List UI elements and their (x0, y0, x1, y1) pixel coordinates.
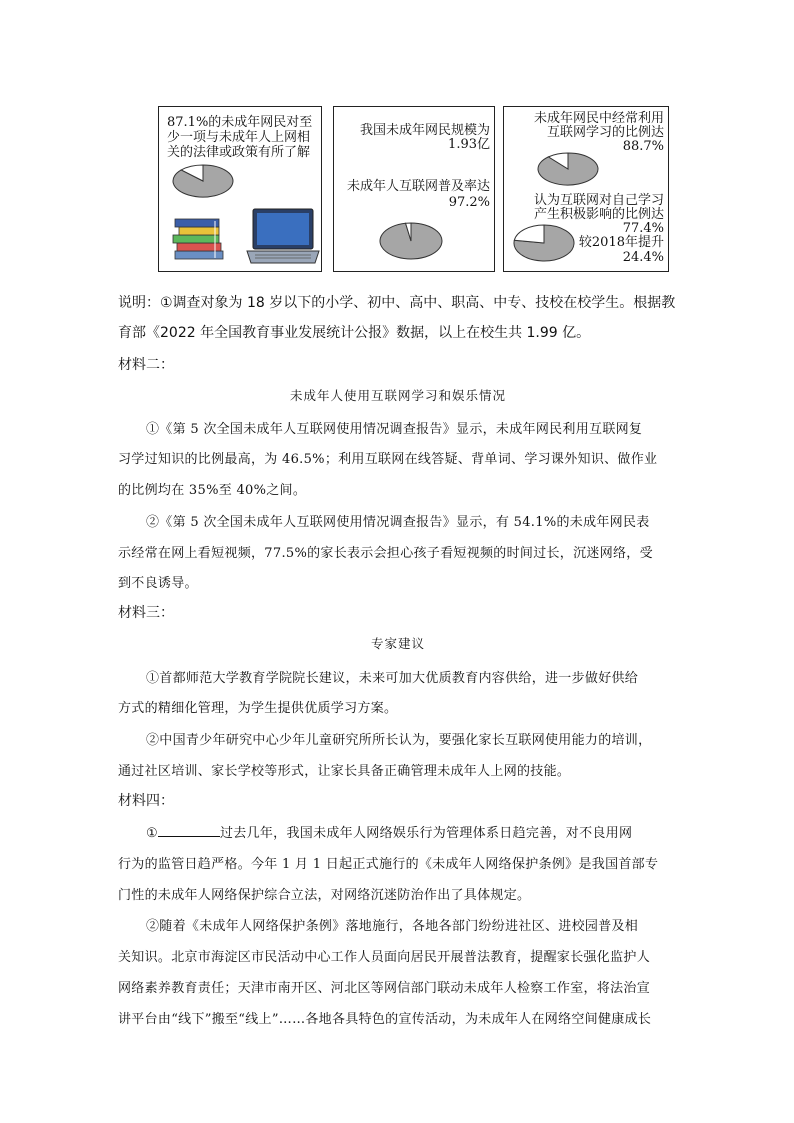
panel-text-line: 未成年人互联网普及率达 (346, 179, 490, 194)
panel-text-line: 87.1%的未成年网民对至 (167, 115, 313, 130)
panel-text-line: 关的法律或政策有所了解 (167, 145, 311, 160)
paragraph-line: 到不良诱导。 (118, 576, 198, 591)
paragraph-line: 行为的监管日趋严格。今年 1 月 1 日起正式施行的《未成年人网络保护条例》是我国首部专 (118, 857, 659, 872)
panel-text-line: 77.4% (622, 221, 664, 236)
panel-text-line: 较2018年提升 (578, 235, 664, 250)
paragraph-line: ①《第 5 次全国未成年人互联网使用情况调查报告》显示，未成年网民利用互联网复 (146, 422, 643, 437)
paragraph-line: 示经常在网上看短视频，77.5%的家长表示会担心孩子看短视频的时间过长，沉迷网络，受 (118, 546, 653, 561)
panel-text-line: 少一项与未成年人上网相 (167, 130, 311, 145)
pie-chart-learning (536, 151, 600, 187)
panel-text-line: 未成年网民中经常利用 (533, 111, 664, 126)
material-2-heading: 未成年人使用互联网学习和娱乐情况 (289, 388, 506, 403)
paragraph-line: ①首都师范大学教育学院院长建议，未来可加大优质教育内容供给，进一步做好供给 (146, 671, 639, 686)
fill-in-blank[interactable] (158, 824, 220, 837)
paragraph-line: ②《第 5 次全国未成年人互联网使用情况调查报告》显示，有 54.1%的未成年网民表 (146, 515, 650, 530)
books-icon (171, 213, 231, 263)
paragraph-line: 门性的未成年人网络保护综合立法，对网络沉迷防治作出了具体规定。 (118, 888, 531, 903)
paragraph-line: ②中国青少年研究中心少年儿童研究所所长认为，要强化家长互联网使用能力的培训， (146, 733, 652, 748)
material-3-heading: 专家建议 (370, 636, 425, 651)
material-3-label: 材料三： (118, 605, 174, 621)
pie-chart-law-awareness (171, 163, 235, 199)
paragraph-line: 方式的精细化管理，为学生提供优质学习方案。 (118, 701, 398, 716)
panel-law-awareness (158, 106, 322, 272)
material-2-label: 材料二： (118, 357, 174, 373)
laptop-icon (245, 207, 321, 265)
panel-text-line: 1.93亿 (448, 137, 490, 152)
paragraph-line: 关知识。北京市海淀区市民活动中心工作人员面向居民开展普法教育，提醒家长强化监护人 (118, 950, 651, 965)
paragraph-line: 的比例均在 35%至 40%之间。 (118, 483, 307, 498)
pie-chart-penetration (378, 221, 444, 261)
panel-text-line: 24.4% (622, 250, 664, 265)
panel-text-line: 88.7% (622, 139, 664, 154)
panel-text-line: 认为互联网对自己学习 (533, 193, 664, 208)
note-line: 育部《2022 年全国教育事业发展统计公报》数据，以上在校生共 1.99 亿。 (118, 325, 591, 341)
note-line: 说明：①调查对象为 18 岁以下的小学、初中、高中、职高、中专、技校在校学生。根据教 (118, 295, 676, 311)
panel-learning (503, 106, 669, 272)
paragraph-line: 通过社区培训、家长学校等形式，让家长具备正确管理未成年人上网的技能。 (118, 764, 571, 779)
pie-chart-positive (512, 223, 576, 263)
paragraph-line: 习学过知识的比例最高，为 46.5%；利用互联网在线答疑、背单词、学习课外知识、做作业 (118, 452, 658, 467)
paragraph-line-with-blank (118, 822, 680, 841)
panel-scale (333, 106, 495, 272)
paragraph-line: 讲平台由“线下”搬至“线上”……各地各具特色的宣传活动，为未成年人在网络空间健康成长 (118, 1012, 652, 1027)
panel-text-line: 97.2% (448, 195, 490, 210)
paragraph-line: ②随着《未成年人网络保护条例》落地施行，各地各部门纷纷进社区、进校园普及相 (146, 919, 639, 934)
material-4-label: 材料四： (118, 793, 174, 809)
paragraph-text: 过去几年，我国未成年人网络娱乐行为管理体系日趋完善，对不良用网 (219, 826, 633, 841)
panel-text-line: 互联网学习的比例达 (546, 125, 664, 140)
panel-text-line: 我国未成年网民规模为 (359, 123, 490, 138)
panel-text-line: 产生积极影响的比例达 (533, 207, 664, 222)
item-number: ① (146, 826, 158, 841)
pie-slice-rest (514, 225, 544, 243)
paragraph-line: 网络素养教育责任；天津市南开区、河北区等网信部门联动未成年人检察工作室，将法治宣 (118, 981, 651, 996)
